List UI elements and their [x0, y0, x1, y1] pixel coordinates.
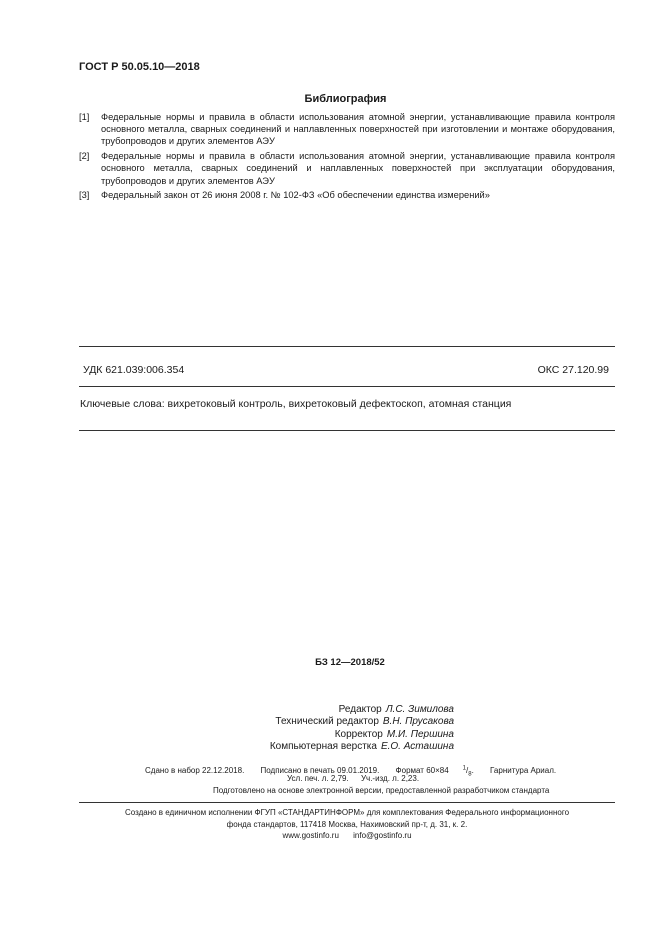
staff-name: В.Н. Прусакова: [382, 716, 454, 728]
typeface: Гарнитура Ариал.: [490, 765, 557, 775]
divider-bottom: [79, 430, 615, 431]
bibliography-item: [79, 150, 615, 187]
bibliography-item-number: [2]: [79, 151, 90, 162]
publisher-sheets: Уч.-изд. л. 2,23.: [360, 774, 420, 783]
prepared-note: Подготовлено на основе электронной версии, предоставленной разработчиком стандарта: [213, 786, 550, 795]
staff-row: [150, 741, 454, 753]
typeset-date: Сдано в набор 22.12.2018.: [145, 765, 245, 775]
bibliography-item-text: Федеральные нормы и правила в области использования атомной энергии, устанавливающие правила контроля основного металла, сварных соединений и наплавленных поверхностей при эксплуатации оборудования, трубопроводов и других элементов АЭУ: [101, 151, 615, 186]
bibliography-item: [79, 189, 615, 201]
staff-role: Компьютерная верстка: [269, 741, 377, 753]
bibliography-item-number: [1]: [79, 112, 90, 122]
print-sheets-line: [287, 774, 429, 783]
bibliography-list: [79, 111, 615, 204]
staff-list: [150, 704, 454, 754]
staff-role: Редактор: [338, 704, 382, 715]
divider-footer: [79, 802, 615, 803]
print-sheets: Усл. печ. л. 2,79.: [287, 774, 349, 783]
email-link[interactable]: info@gostinfo.ru: [353, 831, 412, 841]
signed-date: Подписано в печать 09.01.2019.: [260, 765, 380, 775]
udk-code: УДК 621.039:006.354: [83, 364, 185, 376]
divider-middle: [79, 386, 615, 387]
staff-row: [150, 729, 454, 741]
staff-name: Л.С. Зимилова: [385, 704, 454, 715]
staff-row: [150, 716, 454, 728]
keywords: Ключевые слова: вихретоковый контроль, вихретоковый дефектоскоп, атомная станция: [80, 398, 512, 410]
staff-name: Е.О. Асташина: [380, 741, 454, 753]
website-link[interactable]: www.gostinfo.ru: [282, 831, 339, 841]
bibliography-item-number: [3]: [79, 190, 90, 201]
staff-name: М.И. Першина: [386, 728, 454, 740]
staff-role: Технический редактор: [275, 716, 379, 728]
bibliography-item-text: Федеральные нормы и правила в области использования атомной энергии, устанавливающие правила контроля основного металла, сварных соединений и наплавленных поверхностей при изготовлении и монтаже оборудования, трубопроводов и других элементов АЭУ: [101, 112, 615, 147]
footer: [79, 807, 615, 842]
bibliography-title: Библиография: [304, 93, 387, 105]
staff-role: Корректор: [334, 728, 383, 740]
footer-line: Создано в единичном исполнении ФГУП «СТАНДАРТИНФОРМ» для комплектования Федерального информационного: [124, 808, 570, 817]
bz-number: БЗ 12—2018/52: [315, 657, 385, 668]
staff-row: [150, 704, 454, 716]
footer-line: фонда стандартов, 117418 Москва, Нахимовский пр-т, д. 31, к. 2.: [226, 819, 468, 829]
oks-code: ОКС 27.120.99: [537, 364, 609, 376]
standard-code: ГОСТ Р 50.05.10—2018: [79, 61, 200, 73]
bibliography-item-text: Федеральный закон от 26 июня 2008 г. № 102-ФЗ «Об обеспечении единства измерений»: [101, 190, 490, 201]
divider-top: [79, 346, 615, 347]
footer-contacts: [79, 830, 615, 842]
bibliography-item: [79, 111, 615, 148]
paper-format: Формат 60×84 $^1/_8$.: [395, 765, 474, 778]
